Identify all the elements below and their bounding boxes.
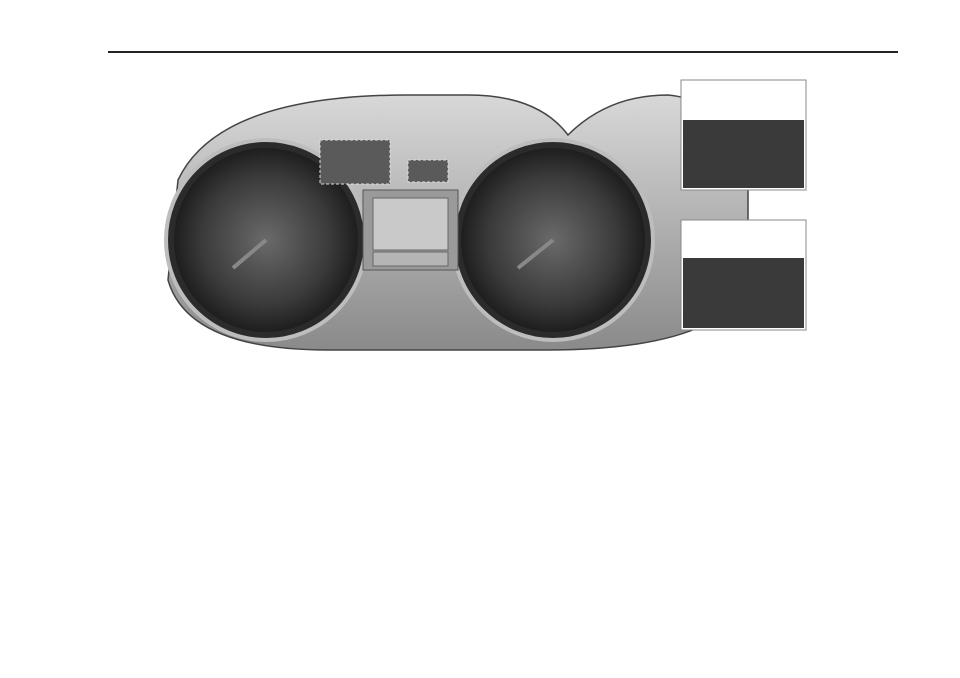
wd-lock-lamp-area — [320, 140, 390, 184]
inset-b-panel — [683, 258, 804, 328]
ldw-lamp-area — [408, 160, 448, 182]
heading-rule — [108, 51, 898, 53]
instrument-cluster-drawing — [108, 60, 898, 390]
chapter-side-title — [52, 18, 82, 418]
inset-a-panel — [683, 120, 804, 188]
instrument-cluster-figure — [108, 60, 898, 390]
